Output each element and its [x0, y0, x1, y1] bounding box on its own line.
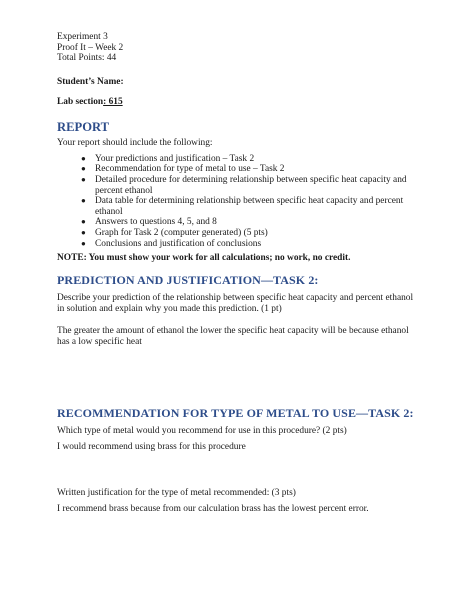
student-name-label: Student’s Name: — [57, 76, 124, 87]
list-item: ● Recommendation for type of metal to use – Task 2 — [81, 164, 285, 175]
recommendation-question: Which type of metal would you recommend for use in this procedure? (2 pts) — [57, 426, 347, 437]
recommendation-answer: I would recommend using brass for this procedure — [57, 442, 246, 453]
list-item: ● Data table for determining relationship between specific heat capacity and percent ethanol — [81, 196, 404, 217]
report-intro: Your report should include the following: — [57, 137, 213, 148]
prediction-heading: PREDICTION AND JUSTIFICATION—TASK 2: — [57, 273, 319, 288]
list-item: ● Graph for Task 2 (computer generated) (5 pts) — [81, 227, 268, 238]
prediction-prompt: Describe your prediction of the relationship between specific heat capacity and percent ethanol in solution and explain why you made this prediction. (1 pt) — [57, 293, 414, 315]
bullet-icon: ● — [81, 238, 86, 248]
lab-section-value: : 615 — [103, 96, 123, 107]
recommendation-heading: RECOMMENDATION FOR TYPE OF METAL TO USE—TASK 2: — [57, 406, 414, 421]
document-header — [57, 32, 416, 64]
prediction-answer: The greater the amount of ethanol the lower the specific heat capacity will be because ethanol has a low specific heat — [57, 326, 409, 348]
report-heading: REPORT — [57, 119, 110, 134]
report-requirements-list — [57, 154, 416, 249]
list-item: ● Answers to questions 4, 5, and 8 — [81, 217, 217, 228]
experiment-label: Experiment 3 — [57, 32, 108, 42]
bullet-icon: ● — [81, 227, 86, 237]
total-points-label: Total Points: 44 — [57, 53, 117, 64]
bullet-icon: ● — [81, 196, 86, 206]
bullet-icon: ● — [81, 217, 86, 227]
list-item: ● Conclusions and justification of conclusions — [81, 238, 262, 249]
lab-section-line — [57, 97, 416, 108]
proof-label: Proof It – Week 2 — [57, 42, 124, 53]
bullet-icon: ● — [81, 164, 86, 174]
justification-prompt: Written justification for the type of metal recommended: (3 pts) — [57, 488, 296, 499]
justification-answer: I recommend brass because from our calculation brass has the lowest percent error. — [57, 504, 369, 515]
report-note: NOTE: You must show your work for all calculations; no work, no credit. — [57, 253, 351, 264]
bullet-icon: ● — [81, 153, 86, 163]
list-item: ● Detailed procedure for determining relationship between specific heat capacity and percent ethanol — [81, 174, 407, 196]
lab-section-label: Lab section — [57, 96, 104, 107]
list-item: ● Your predictions and justification – Task 2 — [81, 153, 255, 164]
bullet-icon: ● — [81, 174, 86, 184]
